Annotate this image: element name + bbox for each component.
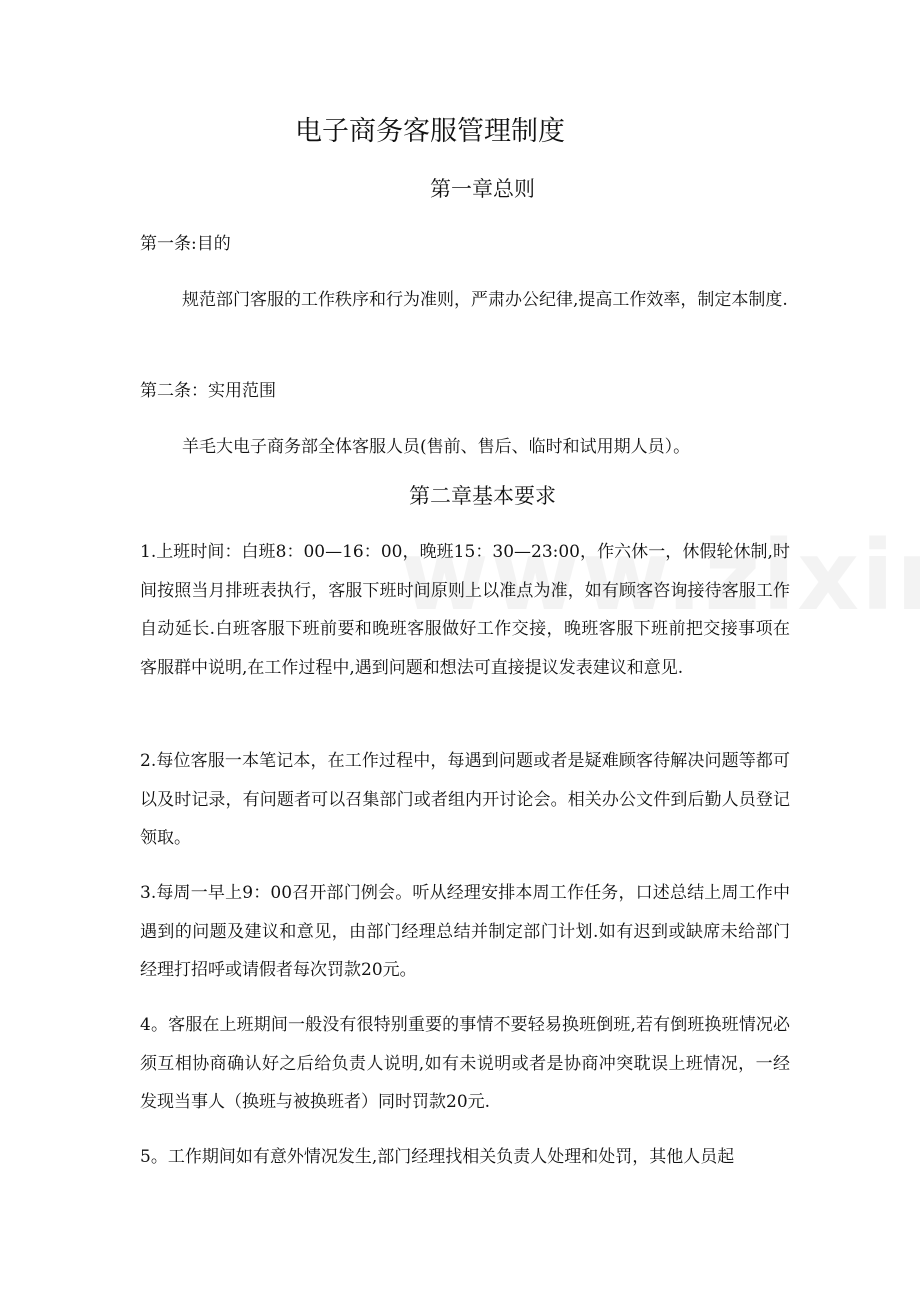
article1-heading: 第一条:目的	[140, 234, 231, 254]
rule-item-3: 3.每周一早上9：00召开部门例会。听从经理安排本周工作任务，口述总结上周工作中遇到的问题及建议和意见，由部门经理总结并制定部门计划.如有迟到或缺席未给部门经理打招呼或请假者每次罚款20元。	[140, 883, 790, 980]
rule-item-5: 5。工作期间如有意外情况发生,部门经理找相关负责人处理和处罚，其他人员起	[140, 1147, 735, 1167]
article2-heading: 第二条：实用范围	[140, 381, 276, 401]
chapter2-title: 第二章基本要求	[409, 484, 556, 508]
rule-item-1: 1.上班时间：白班8：00—16：00，晚班15：30—23:00，作六休一，休假轮休制,时间按照当月排班表执行，客服下班时间原则上以准点为准，如有顾客咨询接待客服工作自动延长.白班客服下班前要和晚班客服做好工作交接，晚班客服下班前把交接事项在客服群中说明,在工作过程中,遇到问题和想法可直接提议发表建议和意见.	[140, 542, 790, 678]
article2-text: 羊毛大电子商务部全体客服人员(售前、售后、临时和试用期人员）。	[182, 437, 691, 457]
article1-text: 规范部门客服的工作秩序和行为准则，严肃办公纪律,提高工作效率，制定本制度.	[182, 290, 788, 310]
chapter1-title: 第一章总则	[430, 177, 535, 201]
document-title: 电子商务客服管理制度	[295, 116, 565, 147]
rule-item-2: 2.每位客服一本笔记本，在工作过程中，每遇到问题或者是疑难顾客待解决问题等都可以及时记录，有问题者可以召集部门或者组内开讨论会。相关办公文件到后勤人员登记领取。	[140, 751, 790, 848]
rule-item-4: 4。客服在上班期间一般没有很特别重要的事情不要轻易换班倒班,若有倒班换班情况必须互相协商确认好之后给负责人说明,如有未说明或者是协商冲突耽误上班情况，一经发现当事人（换班与被换班者）同时罚款20元.	[140, 1015, 790, 1112]
